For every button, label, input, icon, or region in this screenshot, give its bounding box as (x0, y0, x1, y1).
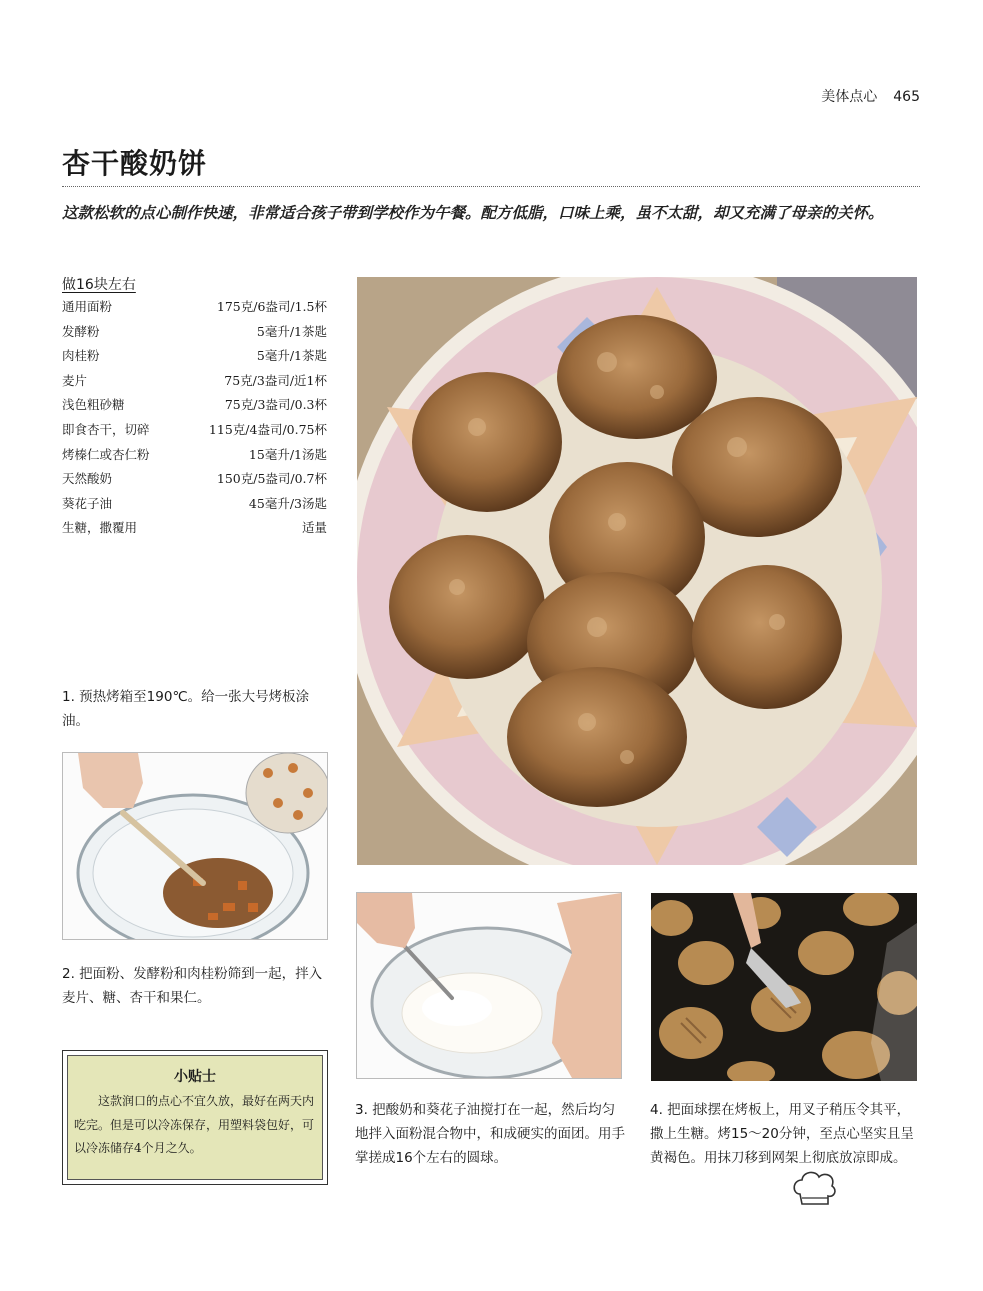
ingredient-row (62, 469, 327, 494)
ingredient-amount: 5毫升/1茶匙 (256, 348, 327, 364)
recipe-title: 杏干酸奶饼 (62, 147, 208, 180)
ingredient-name: 即食杏干，切碎 (62, 421, 150, 437)
step-2: 2. 把面粉、发酵粉和肉桂粉筛到一起，拌入麦片、糖、杏干和果仁。 (62, 966, 323, 1006)
ingredient-row (62, 395, 327, 420)
ingredient-row (62, 297, 327, 322)
baking-tray-photo (651, 893, 917, 1081)
ingredient-row (62, 518, 327, 543)
mixing-bowl-photo (62, 752, 328, 940)
tip-panel (67, 1055, 323, 1180)
ingredient-amount: 5毫升/1茶匙 (256, 323, 327, 339)
step-4: 4. 把面球摆在烤板上，用叉子稍压令其平，撒上生糖。烤15～20分钟，至点心坚实且呈黄褐色。用抹刀移到网架上彻底放凉即成。 (650, 1102, 914, 1166)
ingredient-row (62, 371, 327, 396)
ingredient-row (62, 420, 327, 445)
recipe-yield: 做16块左右 (62, 277, 136, 293)
ingredient-row (62, 445, 327, 470)
running-head (770, 86, 920, 106)
step-3: 3. 把酸奶和葵花子油搅打在一起，然后均匀地拌入面粉混合物中，和成硬实的面团。用手掌搓成16个左右的圆球。 (355, 1102, 625, 1166)
ingredient-name: 葵花子油 (62, 495, 113, 511)
ingredient-amount: 150克/5盎司/0.7杯 (216, 471, 327, 487)
ingredient-amount: 175克/6盎司/1.5杯 (216, 299, 327, 314)
ingredient-name: 肉桂粉 (62, 348, 100, 364)
ingredient-name: 通用面粉 (62, 299, 113, 314)
ingredient-name: 生糖，撒覆用 (62, 520, 138, 536)
chef-hat-icon (790, 1168, 838, 1212)
page-number: 465 (893, 89, 920, 105)
finished-cookies-photo (357, 277, 917, 865)
recipe-intro: 这款松软的点心制作快速，非常适合孩子带到学校作为午餐。配方低脂，口味上乘，虽不太甜，却又充满了母亲的关怀。 (62, 204, 884, 222)
ingredient-name: 麦片 (62, 372, 88, 388)
ingredient-amount: 45毫升/3汤匙 (248, 495, 327, 511)
ingredient-row (62, 322, 327, 347)
ingredient-name: 浅色粗砂糖 (62, 397, 125, 413)
ingredient-amount: 15毫升/1汤匙 (248, 446, 327, 462)
ingredient-amount: 适量 (301, 520, 327, 536)
tip-box (62, 1050, 328, 1185)
ingredient-row (62, 494, 327, 519)
ingredient-name: 天然酸奶 (62, 471, 113, 487)
ingredient-amount: 115克/4盎司/0.75杯 (208, 421, 327, 437)
section-name: 美体点心 (821, 89, 878, 105)
step-1: 1. 预热烤箱至190℃。给一张大号烤板涂油。 (62, 689, 310, 729)
ingredient-row (62, 346, 327, 371)
ingredient-name: 发酵粉 (62, 323, 100, 339)
ingredient-name: 烤榛仁或杏仁粉 (62, 446, 150, 462)
tip-text: 这款润口的点心不宜久放，最好在两天内吃完。但是可以冷冻保存，用塑料袋包好，可以冷冻储存4个月之久。 (74, 1094, 315, 1155)
ingredient-amount: 75克/3盎司/0.3杯 (224, 397, 327, 413)
ingredient-amount: 75克/3盎司/近1杯 (224, 372, 327, 388)
yogurt-bowl-photo (356, 892, 622, 1079)
tip-title: 小贴士 (174, 1069, 216, 1085)
title-divider (62, 186, 920, 187)
ingredient-list (62, 297, 327, 543)
